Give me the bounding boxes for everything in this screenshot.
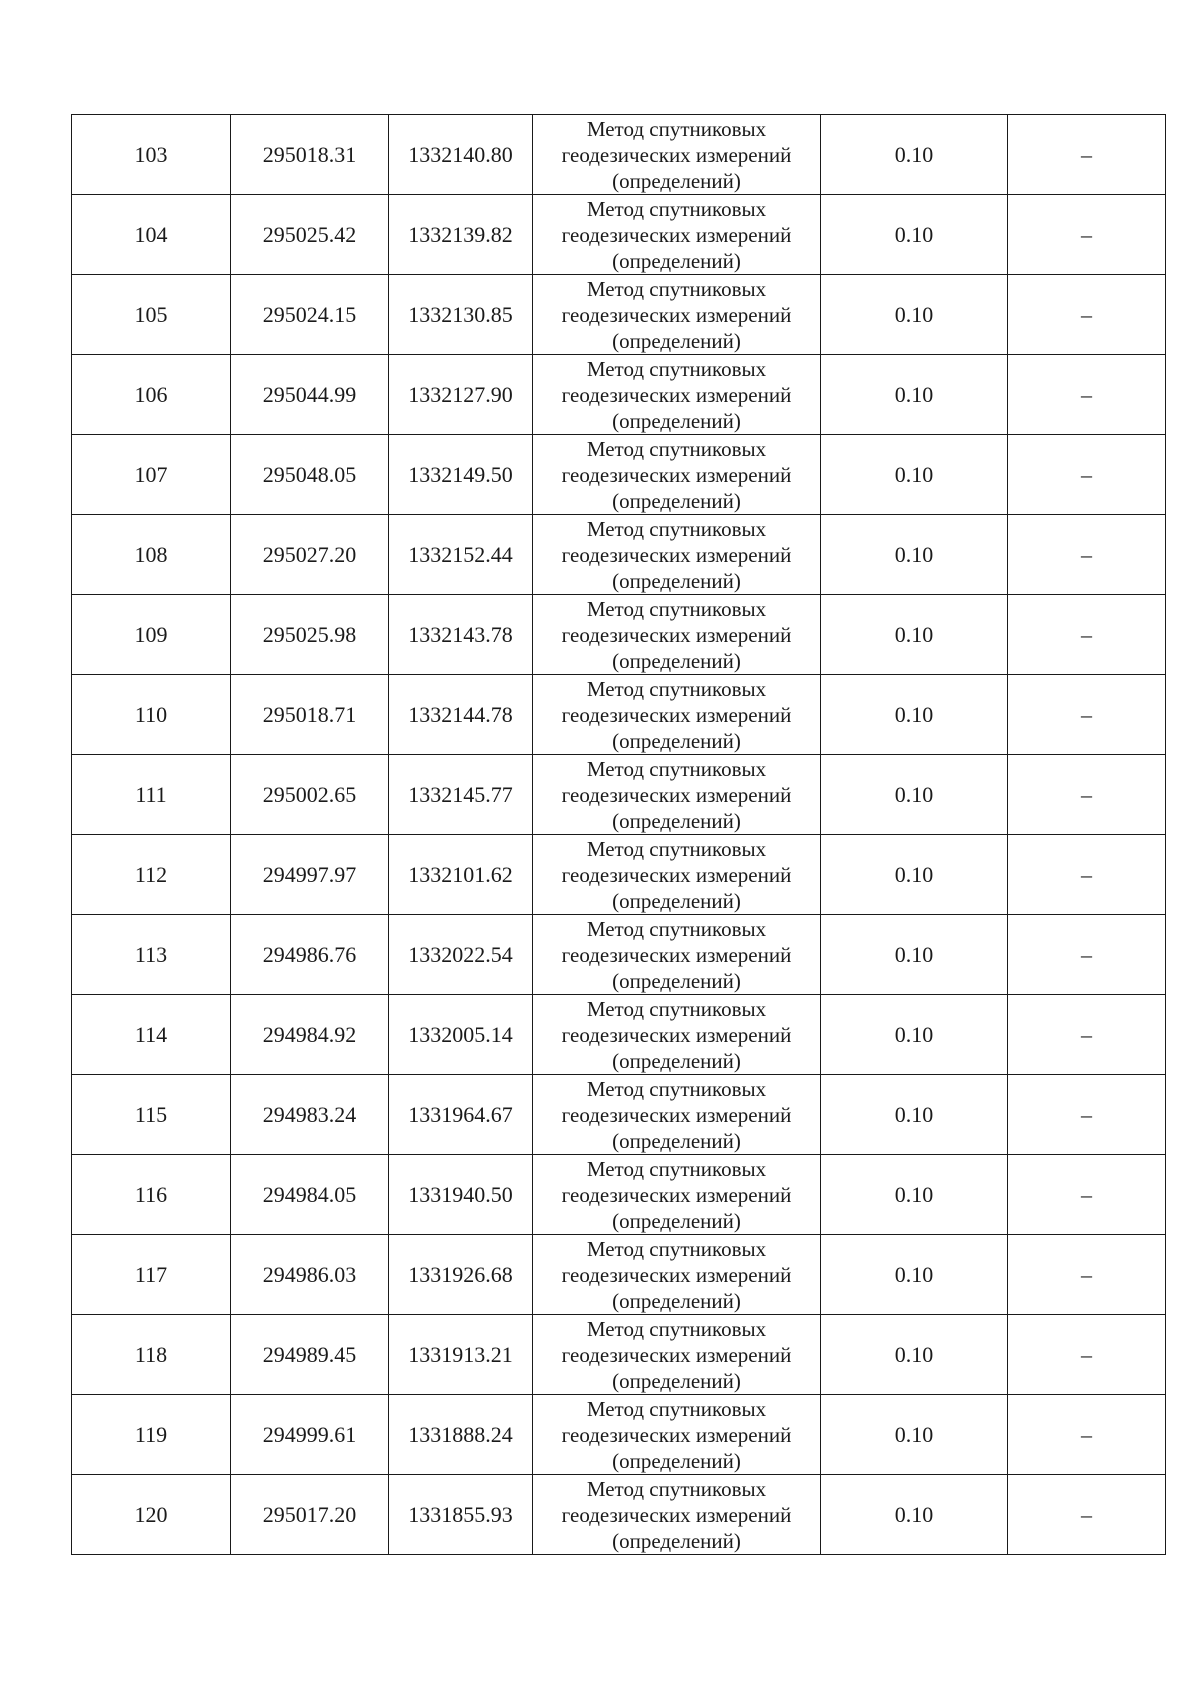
- accuracy-cell: 0.10: [821, 1315, 1008, 1395]
- accuracy-cell: 0.10: [821, 995, 1008, 1075]
- y-coordinate-cell: 1332022.54: [389, 915, 533, 995]
- y-coordinate-cell: 1332127.90: [389, 355, 533, 435]
- y-coordinate-cell: 1331964.67: [389, 1075, 533, 1155]
- note-cell: –: [1008, 755, 1166, 835]
- x-coordinate-cell: 295027.20: [231, 515, 389, 595]
- accuracy-cell: 0.10: [821, 1235, 1008, 1315]
- determination-method-cell: Метод спутниковых геодезических измерений (определений): [533, 1315, 821, 1395]
- note-cell: –: [1008, 275, 1166, 355]
- table-row: [72, 1235, 1166, 1315]
- table-row: [72, 995, 1166, 1075]
- accuracy-cell: 0.10: [821, 1155, 1008, 1235]
- y-coordinate-cell: 1331913.21: [389, 1315, 533, 1395]
- x-coordinate-cell: 295025.42: [231, 195, 389, 275]
- x-coordinate-cell: 295018.71: [231, 675, 389, 755]
- x-coordinate-cell: 295017.20: [231, 1475, 389, 1555]
- accuracy-cell: 0.10: [821, 755, 1008, 835]
- note-cell: –: [1008, 355, 1166, 435]
- determination-method-cell: Метод спутниковых геодезических измерений (определений): [533, 1155, 821, 1235]
- y-coordinate-cell: 1331926.68: [389, 1235, 533, 1315]
- table-row: [72, 835, 1166, 915]
- determination-method-cell: Метод спутниковых геодезических измерений (определений): [533, 835, 821, 915]
- x-coordinate-cell: 294986.76: [231, 915, 389, 995]
- determination-method-cell: Метод спутниковых геодезических измерений (определений): [533, 1235, 821, 1315]
- table-row: [72, 1315, 1166, 1395]
- point-number-cell: 110: [72, 675, 231, 755]
- y-coordinate-cell: 1331940.50: [389, 1155, 533, 1235]
- table-row: [72, 1395, 1166, 1475]
- determination-method-cell: Метод спутниковых геодезических измерений (определений): [533, 355, 821, 435]
- y-coordinate-cell: 1332139.82: [389, 195, 533, 275]
- determination-method-cell: Метод спутниковых геодезических измерений (определений): [533, 115, 821, 195]
- accuracy-cell: 0.10: [821, 115, 1008, 195]
- point-number-cell: 116: [72, 1155, 231, 1235]
- coordinates-table-body: [72, 115, 1166, 1555]
- determination-method-cell: Метод спутниковых геодезических измерений (определений): [533, 1475, 821, 1555]
- determination-method-cell: Метод спутниковых геодезических измерений (определений): [533, 515, 821, 595]
- x-coordinate-cell: 294997.97: [231, 835, 389, 915]
- point-number-cell: 111: [72, 755, 231, 835]
- note-cell: –: [1008, 915, 1166, 995]
- point-number-cell: 117: [72, 1235, 231, 1315]
- table-row: [72, 755, 1166, 835]
- accuracy-cell: 0.10: [821, 515, 1008, 595]
- accuracy-cell: 0.10: [821, 835, 1008, 915]
- accuracy-cell: 0.10: [821, 595, 1008, 675]
- y-coordinate-cell: 1332140.80: [389, 115, 533, 195]
- x-coordinate-cell: 294984.92: [231, 995, 389, 1075]
- accuracy-cell: 0.10: [821, 1475, 1008, 1555]
- accuracy-cell: 0.10: [821, 435, 1008, 515]
- table-row: [72, 1075, 1166, 1155]
- point-number-cell: 119: [72, 1395, 231, 1475]
- y-coordinate-cell: 1331888.24: [389, 1395, 533, 1475]
- point-number-cell: 118: [72, 1315, 231, 1395]
- determination-method-cell: Метод спутниковых геодезических измерений (определений): [533, 995, 821, 1075]
- point-number-cell: 104: [72, 195, 231, 275]
- note-cell: –: [1008, 115, 1166, 195]
- y-coordinate-cell: 1331855.93: [389, 1475, 533, 1555]
- point-number-cell: 120: [72, 1475, 231, 1555]
- accuracy-cell: 0.10: [821, 675, 1008, 755]
- point-number-cell: 109: [72, 595, 231, 675]
- note-cell: –: [1008, 1155, 1166, 1235]
- accuracy-cell: 0.10: [821, 355, 1008, 435]
- x-coordinate-cell: 294999.61: [231, 1395, 389, 1475]
- x-coordinate-cell: 295024.15: [231, 275, 389, 355]
- point-number-cell: 112: [72, 835, 231, 915]
- table-row: [72, 675, 1166, 755]
- point-number-cell: 114: [72, 995, 231, 1075]
- x-coordinate-cell: 295048.05: [231, 435, 389, 515]
- point-number-cell: 107: [72, 435, 231, 515]
- table-row: [72, 115, 1166, 195]
- accuracy-cell: 0.10: [821, 915, 1008, 995]
- note-cell: –: [1008, 515, 1166, 595]
- table-row: [72, 355, 1166, 435]
- accuracy-cell: 0.10: [821, 1075, 1008, 1155]
- note-cell: –: [1008, 675, 1166, 755]
- note-cell: –: [1008, 195, 1166, 275]
- y-coordinate-cell: 1332101.62: [389, 835, 533, 915]
- determination-method-cell: Метод спутниковых геодезических измерений (определений): [533, 915, 821, 995]
- x-coordinate-cell: 294986.03: [231, 1235, 389, 1315]
- x-coordinate-cell: 295044.99: [231, 355, 389, 435]
- y-coordinate-cell: 1332145.77: [389, 755, 533, 835]
- point-number-cell: 103: [72, 115, 231, 195]
- point-number-cell: 113: [72, 915, 231, 995]
- determination-method-cell: Метод спутниковых геодезических измерений (определений): [533, 595, 821, 675]
- accuracy-cell: 0.10: [821, 1395, 1008, 1475]
- point-number-cell: 115: [72, 1075, 231, 1155]
- point-number-cell: 105: [72, 275, 231, 355]
- table-row: [72, 1475, 1166, 1555]
- table-row: [72, 1155, 1166, 1235]
- note-cell: –: [1008, 1235, 1166, 1315]
- determination-method-cell: Метод спутниковых геодезических измерений (определений): [533, 1395, 821, 1475]
- point-number-cell: 106: [72, 355, 231, 435]
- coordinates-table: [71, 114, 1166, 1555]
- x-coordinate-cell: 294989.45: [231, 1315, 389, 1395]
- note-cell: –: [1008, 995, 1166, 1075]
- table-row: [72, 275, 1166, 355]
- y-coordinate-cell: 1332149.50: [389, 435, 533, 515]
- note-cell: –: [1008, 595, 1166, 675]
- y-coordinate-cell: 1332144.78: [389, 675, 533, 755]
- point-number-cell: 108: [72, 515, 231, 595]
- x-coordinate-cell: 295002.65: [231, 755, 389, 835]
- note-cell: –: [1008, 1075, 1166, 1155]
- table-row: [72, 435, 1166, 515]
- determination-method-cell: Метод спутниковых геодезических измерений (определений): [533, 1075, 821, 1155]
- table-row: [72, 515, 1166, 595]
- x-coordinate-cell: 294983.24: [231, 1075, 389, 1155]
- x-coordinate-cell: 294984.05: [231, 1155, 389, 1235]
- note-cell: –: [1008, 835, 1166, 915]
- determination-method-cell: Метод спутниковых геодезических измерений (определений): [533, 755, 821, 835]
- table-row: [72, 195, 1166, 275]
- y-coordinate-cell: 1332130.85: [389, 275, 533, 355]
- note-cell: –: [1008, 1475, 1166, 1555]
- x-coordinate-cell: 295025.98: [231, 595, 389, 675]
- accuracy-cell: 0.10: [821, 275, 1008, 355]
- note-cell: –: [1008, 435, 1166, 515]
- determination-method-cell: Метод спутниковых геодезических измерений (определений): [533, 195, 821, 275]
- y-coordinate-cell: 1332152.44: [389, 515, 533, 595]
- determination-method-cell: Метод спутниковых геодезических измерений (определений): [533, 675, 821, 755]
- table-row: [72, 915, 1166, 995]
- determination-method-cell: Метод спутниковых геодезических измерений (определений): [533, 435, 821, 515]
- x-coordinate-cell: 295018.31: [231, 115, 389, 195]
- y-coordinate-cell: 1332005.14: [389, 995, 533, 1075]
- table-row: [72, 595, 1166, 675]
- determination-method-cell: Метод спутниковых геодезических измерений (определений): [533, 275, 821, 355]
- note-cell: –: [1008, 1315, 1166, 1395]
- y-coordinate-cell: 1332143.78: [389, 595, 533, 675]
- note-cell: –: [1008, 1395, 1166, 1475]
- accuracy-cell: 0.10: [821, 195, 1008, 275]
